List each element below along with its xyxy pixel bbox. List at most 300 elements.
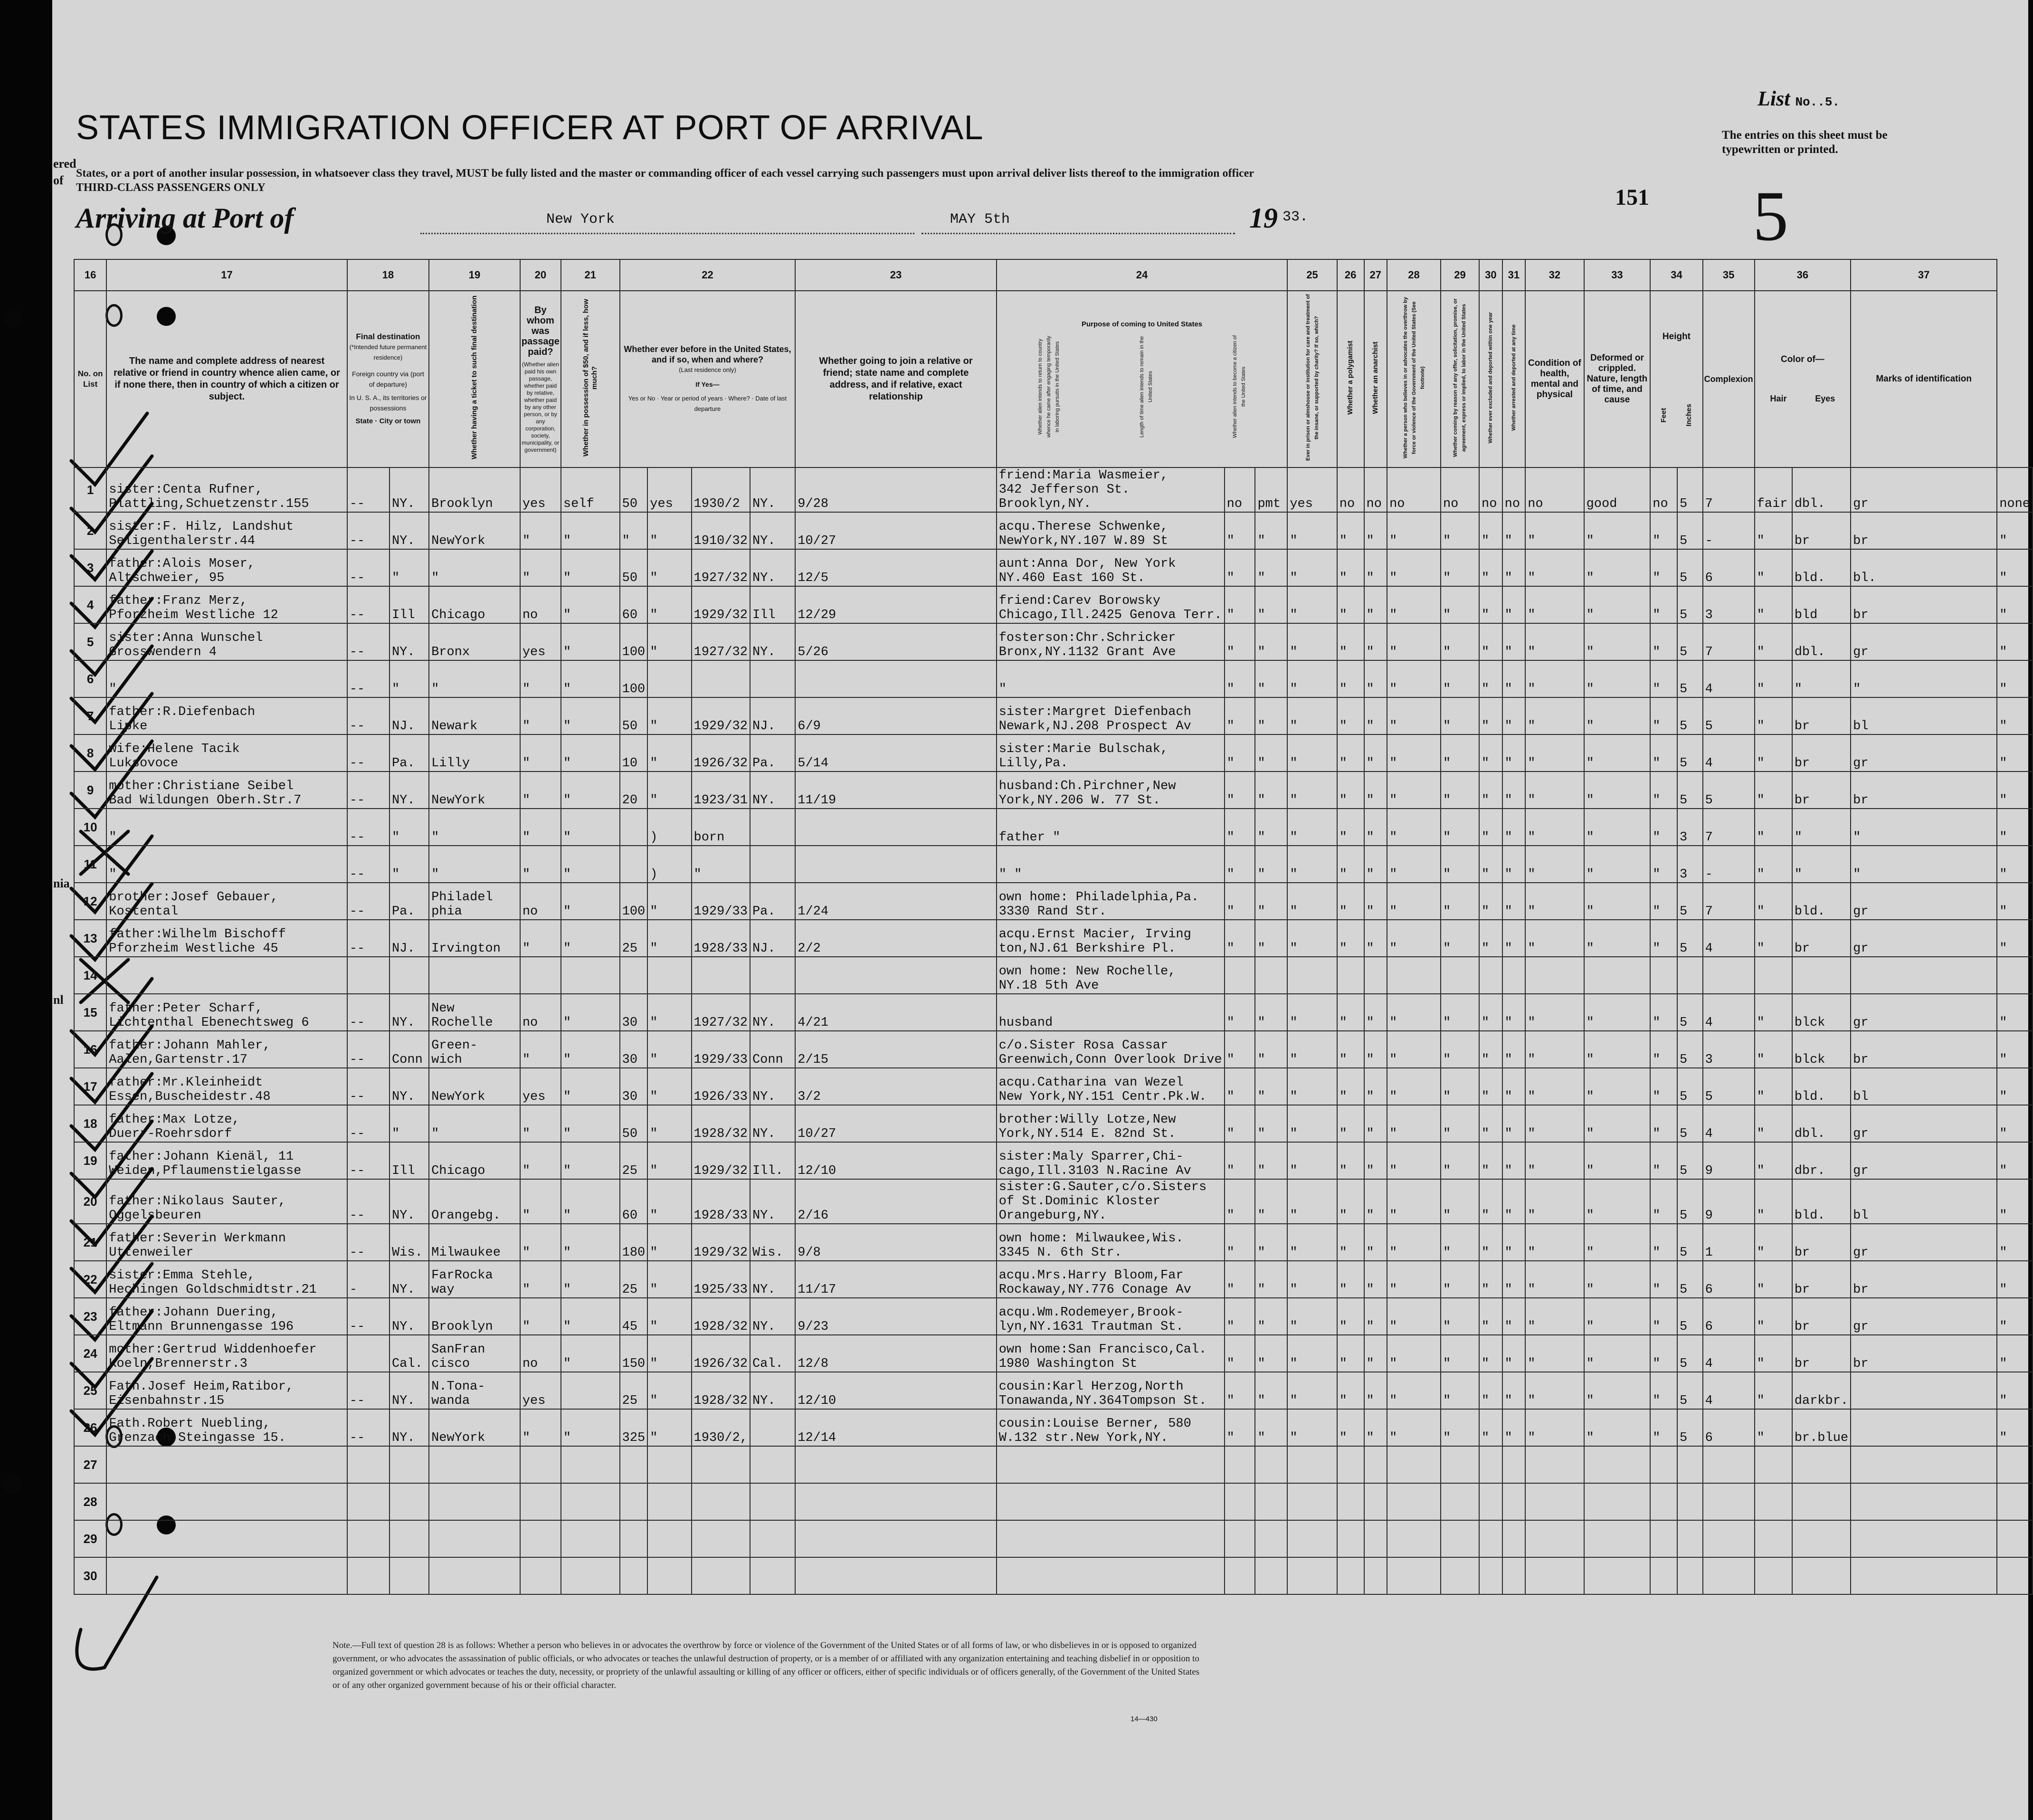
purpose-length-cell-text: " (1257, 608, 1265, 622)
state-cell (390, 1105, 429, 1142)
polygamist-cell-text: " (1366, 1246, 1374, 1260)
arrested-cell (1525, 1446, 1584, 1483)
last-departure-cell (795, 660, 996, 697)
excluded-cell (1502, 1335, 1526, 1372)
excluded-cell (1502, 1520, 1526, 1557)
money-cell (620, 1224, 648, 1261)
nearest-relative-cell-text: Hechingen Goldschmidtstr.21 (109, 1283, 317, 1297)
passage-paid-cell-text: " (563, 1320, 571, 1334)
row-number (74, 1068, 106, 1105)
ticket-cell (520, 697, 561, 734)
polygamist-cell (1364, 1335, 1387, 1372)
excluded-cell-text: " (1504, 1164, 1512, 1178)
labor-offer-cell (1479, 1224, 1502, 1261)
passage-paid-cell (561, 1483, 620, 1520)
purpose-length-cell (1255, 883, 1287, 920)
anarchist-cell (1387, 1483, 1441, 1520)
prison-cell-text: " (1339, 719, 1347, 734)
city-cell-text: New (431, 1001, 455, 1016)
height-feet-cell (1677, 467, 1703, 512)
polygamist-cell (1364, 734, 1387, 772)
health-cell (1584, 1142, 1651, 1179)
joining-cell-text: brother:Willy Lotze,New (998, 1113, 1176, 1127)
overthrow-cell-text: " (1443, 1053, 1451, 1067)
prison-cell (1337, 883, 1364, 920)
overthrow-cell (1441, 772, 1479, 809)
row-number (74, 549, 106, 586)
money-cell (620, 1105, 648, 1142)
anarchist-cell (1387, 1031, 1441, 1068)
height-inches-cell (1703, 1520, 1755, 1557)
overthrow-cell (1441, 957, 1479, 994)
nearest-relative-cell (106, 957, 347, 994)
city-cell-text: N.Tona- (431, 1380, 485, 1394)
purpose-length-cell-text: " (1257, 1394, 1265, 1408)
col-number: 27 (1364, 259, 1387, 291)
polygamist-cell (1364, 994, 1387, 1031)
previous-where-cell (750, 1105, 795, 1142)
row-number-text: 30 (83, 1569, 97, 1583)
passage-paid-cell (561, 549, 620, 586)
height-inches-cell-text: 6 (1705, 1320, 1713, 1334)
purpose-return-cell (1225, 1409, 1255, 1446)
nearest-relative-cell-text: father:Mr.Kleinheidt (109, 1076, 263, 1090)
overthrow-cell (1441, 549, 1479, 586)
purpose-length-cell-text: " (1257, 645, 1265, 659)
money-cell-text: 30 (622, 1016, 638, 1030)
marks-cell (1997, 734, 2033, 772)
table-row (74, 1261, 2033, 1298)
height-inches-cell-text: 6 (1705, 1431, 1713, 1445)
previous-where-cell (750, 994, 795, 1031)
state-cell-text: NY. (391, 497, 415, 511)
hair-cell (1792, 1261, 1851, 1298)
passage-paid-cell (561, 1446, 620, 1483)
eyes-cell (1851, 1446, 1997, 1483)
nearest-relative-cell-text: Uttenweiler (109, 1246, 194, 1260)
purpose-citizen-cell-text: " (1290, 1016, 1298, 1030)
passage-paid-cell (561, 957, 620, 994)
money-cell (620, 1335, 648, 1372)
prison-cell-text: " (1339, 1320, 1347, 1334)
height-inches-cell-text: - (1705, 867, 1713, 882)
prison-cell (1337, 1068, 1364, 1105)
deformed-cell-text: " (1653, 571, 1661, 585)
purpose-citizen-cell (1287, 1179, 1337, 1224)
purpose-citizen-cell (1287, 1105, 1337, 1142)
table-row (74, 586, 2033, 623)
anarchist-cell-text: " (1389, 793, 1397, 808)
overthrow-cell (1441, 660, 1479, 697)
previous-yes-no-cell (647, 660, 691, 697)
binding-hole (4, 309, 23, 328)
marks-cell (1997, 772, 2033, 809)
last-departure-cell (795, 512, 996, 549)
complexion-cell (1755, 1068, 1792, 1105)
previous-yes-no-cell (647, 1224, 691, 1261)
col-number: 36 (1755, 259, 1851, 291)
prison-cell (1337, 1298, 1364, 1335)
foreign-port-cell (347, 1068, 390, 1105)
ticket-cell (520, 1261, 561, 1298)
excluded-cell-text: " (1504, 830, 1512, 845)
hair-cell-text: br (1794, 1320, 1810, 1334)
previous-where-cell-text: NY. (752, 1209, 776, 1223)
anarchist-cell-text: " (1389, 756, 1397, 771)
nearest-relative-cell-text: " (109, 682, 117, 696)
passage-paid-cell (561, 512, 620, 549)
row-number-text: 16 (83, 1042, 97, 1057)
purpose-length-cell-text: " (1257, 942, 1265, 956)
joining-cell-text: own home: Philadelphia,Pa. (998, 890, 1199, 905)
purpose-citizen-cell-text: " (1290, 1283, 1298, 1297)
city-cell-text: Chicago (431, 1164, 485, 1178)
ticket-cell-text: yes (522, 645, 546, 659)
hair-cell-text: bld. (1794, 1090, 1825, 1104)
purpose-citizen-cell (1287, 1483, 1337, 1520)
previous-where-cell-text: NY. (752, 1320, 776, 1334)
joining-cell-text: Brooklyn,NY. (998, 497, 1092, 511)
anarchist-cell (1387, 586, 1441, 623)
row-number (74, 809, 106, 846)
overthrow-cell-text: " (1443, 756, 1451, 771)
row-number-text: 1 (86, 483, 94, 497)
labor-offer-cell-text: " (1482, 571, 1490, 585)
money-cell-text: 50 (622, 1127, 638, 1141)
eyes-cell-text: gr (1853, 1320, 1869, 1334)
purpose-return-cell-text: " (1226, 942, 1235, 956)
arrested-cell (1525, 772, 1584, 809)
purpose-citizen-cell (1287, 994, 1337, 1031)
row-number-text: 15 (83, 1005, 97, 1020)
purpose-return-cell-text: " (1226, 571, 1235, 585)
table-row (74, 1557, 2033, 1594)
state-cell (390, 1179, 429, 1224)
purpose-length-cell-text: " (1257, 830, 1265, 845)
excluded-cell (1502, 623, 1526, 660)
column-header-row (74, 291, 2033, 467)
previous-where-cell-text: Conn (752, 1053, 783, 1067)
purpose-citizen-cell (1287, 1557, 1337, 1594)
height-inches-cell-text: 9 (1705, 1164, 1713, 1178)
arrested-cell (1525, 1483, 1584, 1520)
arrested-cell (1525, 586, 1584, 623)
arrested-cell (1525, 846, 1584, 883)
nearest-relative-cell-text: Plattling,Schuetzenstr.155 (109, 497, 309, 511)
purpose-length-cell-text: " (1257, 682, 1265, 696)
height-inches-cell (1703, 1335, 1755, 1372)
previous-years-cell-text: 1926/33 (694, 1090, 748, 1104)
nearest-relative-cell-text: Bad Wildungen Oberh.Str.7 (109, 793, 302, 808)
previous-yes-no-cell (647, 1031, 691, 1068)
anarchist-cell-text: no (1389, 497, 1405, 511)
marks-cell (1997, 1298, 2033, 1335)
deformed-cell (1650, 1409, 1677, 1446)
col-number: 30 (1479, 259, 1502, 291)
passage-paid-cell (561, 660, 620, 697)
nearest-relative-cell-text: father:Severin Werkmann (109, 1231, 286, 1246)
deformed-cell (1650, 1446, 1677, 1483)
money-cell (620, 846, 648, 883)
purpose-citizen-cell (1287, 734, 1337, 772)
overthrow-cell (1441, 1179, 1479, 1224)
complexion-cell (1755, 994, 1792, 1031)
overthrow-cell (1441, 994, 1479, 1031)
row-number (74, 1179, 106, 1224)
overthrow-cell (1441, 1446, 1479, 1483)
anarchist-cell (1387, 623, 1441, 660)
height-inches-cell (1703, 1446, 1755, 1483)
anarchist-cell (1387, 1179, 1441, 1224)
joining-cell-text: ton,NJ.61 Berkshire Pl. (998, 942, 1176, 956)
arrested-cell-text: " (1528, 942, 1536, 956)
hair-cell (1792, 623, 1851, 660)
health-cell (1584, 549, 1651, 586)
previous-where-cell (750, 920, 795, 957)
labor-offer-cell-text: " (1482, 645, 1490, 659)
hair-cell (1792, 1372, 1851, 1409)
marks-cell-text: " (1999, 1127, 2007, 1141)
complexion-cell (1755, 660, 1792, 697)
height-feet-cell-text: 5 (1679, 571, 1688, 585)
row-number-text: 24 (83, 1346, 97, 1361)
polygamist-cell (1364, 623, 1387, 660)
complexion-cell-text: " (1757, 1357, 1765, 1371)
last-departure-cell-text: 2/15 (798, 1053, 829, 1067)
excluded-cell (1502, 467, 1526, 512)
last-departure-cell (795, 697, 996, 734)
complexion-cell-text: " (1757, 1090, 1765, 1104)
purpose-return-cell (1225, 1520, 1255, 1557)
labor-offer-cell-text: no (1482, 497, 1497, 511)
arrested-cell (1525, 1179, 1584, 1224)
overthrow-cell (1441, 1520, 1479, 1557)
last-departure-cell (795, 920, 996, 957)
previous-years-cell (692, 549, 750, 586)
height-inches-cell-text: 4 (1705, 1127, 1713, 1141)
anarchist-cell-text: " (1389, 1209, 1397, 1223)
foreign-port-cell-text: -- (349, 571, 365, 585)
money-cell (620, 1372, 648, 1409)
col-number: 25 (1287, 259, 1337, 291)
labor-offer-cell-text: " (1482, 905, 1490, 919)
header-passage-sub: (Whether alien paid his own passage, whether paid by relative, whether paid by any other person, or by any corporation, society, municipality, or government) (522, 361, 560, 453)
nearest-relative-cell (106, 697, 347, 734)
nearest-relative-cell (106, 660, 347, 697)
deformed-cell-text: " (1653, 1053, 1661, 1067)
city-cell (429, 1520, 520, 1557)
height-inches-cell-text: 7 (1705, 497, 1713, 511)
city-cell (429, 734, 520, 772)
eyes-cell-text: gr (1853, 1246, 1869, 1260)
last-departure-cell (795, 586, 996, 623)
money-cell-text: 325 (622, 1431, 646, 1445)
previous-years-cell (692, 660, 750, 697)
height-feet-cell (1677, 1520, 1703, 1557)
header-purpose-subcols (998, 334, 1286, 439)
labor-offer-cell (1479, 734, 1502, 772)
hair-cell-text: darkbr. (1794, 1394, 1849, 1408)
last-departure-cell-text: 9/28 (798, 497, 829, 511)
ticket-cell (520, 1372, 561, 1409)
last-departure-cell-text: 5/26 (798, 645, 829, 659)
health-cell-text: " (1586, 1127, 1594, 1141)
height-feet-cell (1677, 697, 1703, 734)
excluded-cell (1502, 772, 1526, 809)
city-cell-text: wich (431, 1053, 462, 1067)
prison-cell-text: " (1339, 1246, 1347, 1260)
eyes-cell (1851, 772, 1997, 809)
purpose-length-cell-text: " (1257, 1164, 1265, 1178)
nearest-relative-cell-text: " (109, 867, 117, 882)
anarchist-cell (1387, 994, 1441, 1031)
nearest-relative-cell (106, 467, 347, 512)
anarchist-cell-text: " (1389, 719, 1397, 734)
purpose-length-cell (1255, 772, 1287, 809)
height-feet-cell (1677, 1105, 1703, 1142)
passage-paid-cell-text: " (563, 1053, 571, 1067)
arrested-cell-text: " (1528, 534, 1536, 548)
foreign-port-cell (347, 1179, 390, 1224)
city-cell-text: Lilly (431, 756, 470, 771)
previous-where-cell-text: NY. (752, 1283, 776, 1297)
previous-where-cell-text: Pa. (752, 756, 776, 771)
nearest-relative-cell (106, 1483, 347, 1520)
previous-yes-no-cell (647, 586, 691, 623)
previous-yes-no-cell (647, 1446, 691, 1483)
previous-where-cell-text: Pa. (752, 905, 776, 919)
joining-cell-text: of St.Dominic Kloster (998, 1194, 1160, 1209)
previous-where-cell-text: NY. (752, 793, 776, 808)
height-inches-cell (1703, 1179, 1755, 1224)
prison-cell (1337, 920, 1364, 957)
nearest-relative-cell-text: Grenzach,Steingasse 15. (109, 1431, 286, 1445)
purpose-length-cell (1255, 586, 1287, 623)
polygamist-cell-text: " (1366, 793, 1374, 808)
joining-cell (997, 586, 1225, 623)
row-number (74, 1224, 106, 1261)
hair-cell (1792, 1298, 1851, 1335)
purpose-citizen-cell-text: " (1290, 905, 1298, 919)
nearest-relative-cell (106, 1261, 347, 1298)
previous-years-cell (692, 846, 750, 883)
state-cell-text: " (391, 1127, 400, 1141)
eyes-cell-text: gr (1853, 905, 1869, 919)
excluded-cell (1502, 1261, 1526, 1298)
complexion-cell (1755, 1557, 1792, 1594)
health-cell-text: " (1586, 756, 1594, 771)
purpose-length-cell-text: " (1257, 867, 1265, 882)
last-departure-cell-text: 9/8 (798, 1246, 821, 1260)
nearest-relative-cell-text: father:Wilhelm Bischoff (109, 927, 286, 942)
previous-where-cell-text: NJ. (752, 942, 776, 956)
labor-offer-cell (1479, 1409, 1502, 1446)
health-cell (1584, 846, 1651, 883)
ticket-cell-text: yes (522, 497, 546, 511)
last-departure-cell-text: 11/17 (798, 1283, 836, 1297)
height-feet-cell (1677, 1298, 1703, 1335)
previous-years-cell-text: 1926/32 (694, 1357, 748, 1371)
health-cell (1584, 1068, 1651, 1105)
previous-yes-no-cell-text: yes (650, 497, 673, 511)
money-cell-text: 150 (622, 1357, 646, 1371)
arrested-cell (1525, 994, 1584, 1031)
labor-offer-cell-text: " (1482, 830, 1490, 845)
anarchist-cell-text: " (1389, 942, 1397, 956)
complexion-cell-text: " (1757, 608, 1765, 622)
purpose-return-cell-text: " (1226, 534, 1235, 548)
last-departure-cell (795, 1483, 996, 1520)
hair-cell (1792, 809, 1851, 846)
foreign-port-cell (347, 1105, 390, 1142)
previous-years-cell-text: 1926/32 (694, 756, 748, 771)
ticket-cell (520, 586, 561, 623)
table-row (74, 1483, 2033, 1520)
health-cell (1584, 1520, 1651, 1557)
height-feet-cell (1677, 549, 1703, 586)
state-cell (390, 1298, 429, 1335)
money-cell-text: 25 (622, 1394, 638, 1408)
marks-cell-text: " (1999, 1431, 2007, 1445)
arrested-cell (1525, 1142, 1584, 1179)
purpose-length-cell-text: " (1257, 1283, 1265, 1297)
purpose-return-cell (1225, 1446, 1255, 1483)
labor-offer-cell (1479, 549, 1502, 586)
prison-cell (1337, 1261, 1364, 1298)
hair-cell (1792, 1483, 1851, 1520)
state-cell (390, 1031, 429, 1068)
previous-years-cell (692, 1520, 750, 1557)
hair-cell (1792, 1409, 1851, 1446)
state-cell (390, 467, 429, 512)
joining-cell-text: NY.460 East 160 St. (998, 571, 1145, 585)
labor-offer-cell (1479, 697, 1502, 734)
previous-yes-no-cell (647, 846, 691, 883)
ticket-cell-text: " (522, 942, 531, 956)
height-inches-cell-text: 5 (1705, 1090, 1713, 1104)
complexion-cell-text: " (1757, 830, 1765, 845)
overthrow-cell (1441, 883, 1479, 920)
eyes-cell (1851, 1224, 1997, 1261)
labor-offer-cell (1479, 1372, 1502, 1409)
hair-cell-text: br (1794, 756, 1810, 771)
form-class-note: THIRD-CLASS PASSENGERS ONLY (76, 181, 266, 194)
arrested-cell (1525, 467, 1584, 512)
nearest-relative-cell-text: Pforzheim Westliche 45 (109, 942, 278, 956)
purpose-return-cell (1225, 586, 1255, 623)
joining-cell (997, 512, 1225, 549)
last-departure-cell-text: 12/14 (798, 1431, 836, 1445)
purpose-return-cell (1225, 1105, 1255, 1142)
eyes-cell-text: br (1853, 608, 1869, 622)
last-departure-cell-text: 1/24 (798, 905, 829, 919)
last-departure-cell (795, 1557, 996, 1594)
nearest-relative-cell-text: mother:Christiane Seibel (109, 779, 294, 793)
foreign-port-cell (347, 1446, 390, 1483)
city-cell (429, 467, 520, 512)
anarchist-cell-text: " (1389, 682, 1397, 696)
last-departure-cell (795, 1179, 996, 1224)
height-feet-cell (1677, 1068, 1703, 1105)
overthrow-cell (1441, 1483, 1479, 1520)
health-cell (1584, 1261, 1651, 1298)
money-cell-text: 100 (622, 682, 646, 696)
state-cell-text: " (391, 830, 400, 845)
purpose-length-cell (1255, 1446, 1287, 1483)
city-cell-text: Green- (431, 1039, 478, 1053)
complexion-cell-text: " (1757, 942, 1765, 956)
money-cell-text: 20 (622, 793, 638, 808)
